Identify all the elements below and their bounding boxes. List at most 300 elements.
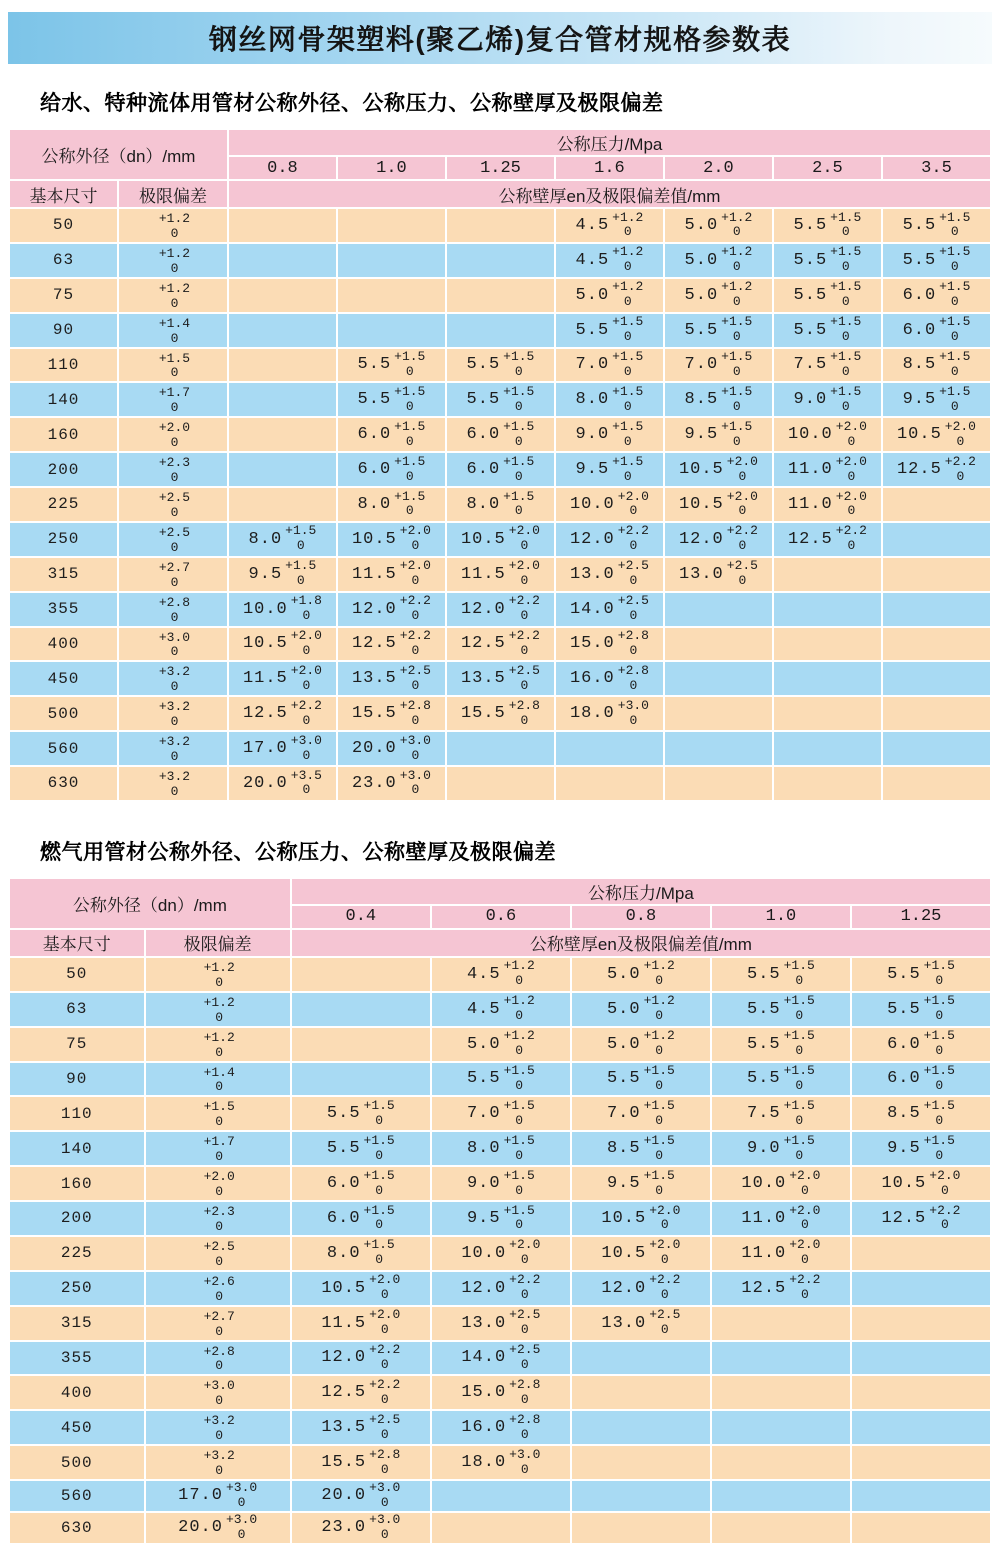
wall-thickness-cell	[228, 382, 337, 417]
tolerance-lower: 0	[215, 1184, 224, 1200]
wall-thickness-value: 5.0	[606, 964, 641, 984]
cell-content	[887, 994, 955, 1024]
cell-content	[576, 211, 644, 241]
cell-content	[881, 1204, 960, 1234]
header-row-1	[9, 878, 991, 905]
spec-row-dn-160	[9, 1166, 991, 1201]
wall-thickness-cell	[431, 1410, 571, 1445]
cell-content	[201, 1135, 235, 1165]
basic-size-header: 基本尺寸	[9, 929, 145, 957]
wall-thickness-cell	[851, 1166, 991, 1201]
wall-thickness-value: 4.5	[466, 964, 501, 984]
tolerance-lower: 0	[302, 747, 311, 763]
tolerance-stack	[509, 559, 540, 589]
tolerance-stack	[364, 1238, 395, 1268]
deviation-cell	[118, 208, 228, 243]
tolerance-lower: 0	[380, 1461, 389, 1477]
cell-content	[201, 961, 235, 991]
deviation-cell	[145, 1027, 291, 1062]
spec-row-dn-560	[9, 1480, 991, 1512]
tolerance-upper: +1.5	[503, 1167, 535, 1183]
tolerance-stack	[618, 524, 649, 554]
tolerance-lower: 0	[514, 433, 523, 449]
wall-thickness-cell	[882, 382, 991, 417]
tolerance-lower: 0	[935, 973, 944, 989]
tolerance-lower: 0	[170, 225, 179, 241]
spec-row-dn-110	[9, 348, 991, 383]
tolerance-stack	[644, 1169, 675, 1199]
tolerance-upper: +1.5	[830, 244, 862, 260]
tolerance-upper: +2.0	[726, 453, 758, 469]
tolerance-upper: +1.5	[923, 958, 955, 974]
wall-thickness-cell	[664, 243, 773, 278]
tolerance-lower: 0	[380, 1426, 389, 1442]
cell-content	[327, 1204, 395, 1234]
tolerance-stack	[929, 1204, 960, 1234]
wall-thickness-cell	[571, 1062, 711, 1097]
tolerance-upper: +2.0	[944, 418, 976, 434]
tolerance-stack	[159, 596, 190, 626]
wall-thickness-cell	[773, 452, 882, 487]
wall-thickness-value: 8.0	[466, 1139, 501, 1159]
tolerance-lower: 0	[660, 1287, 669, 1303]
cell-content	[607, 1169, 675, 1199]
wall-thickness-cell	[851, 992, 991, 1027]
wall-thickness-value: 14.0	[461, 1348, 507, 1368]
wall-thickness-cell	[664, 313, 773, 348]
tolerance-upper: +1.5	[923, 993, 955, 1009]
pressure-col-3.5: 3.5	[882, 156, 991, 180]
dn-value: 50	[9, 208, 118, 243]
deviation-cell	[145, 957, 291, 992]
tolerance-stack	[830, 280, 861, 310]
tolerance-stack	[159, 700, 190, 730]
wall-thickness-value: 12.5	[321, 1383, 367, 1403]
tolerance-lower: 0	[950, 329, 959, 345]
tolerance-lower: 0	[847, 503, 856, 519]
dn-value: 500	[9, 1445, 145, 1480]
deviation-cell	[145, 1445, 291, 1480]
tolerance-upper: +1.5	[503, 1132, 535, 1148]
tolerance-upper: +1.5	[503, 383, 535, 399]
tolerance-upper: +2.0	[617, 488, 649, 504]
wall-thickness-value: 10.0	[242, 599, 288, 619]
cell-content	[467, 350, 535, 380]
tolerance-stack	[649, 1238, 680, 1268]
cell-content	[201, 1449, 235, 1479]
wall-thickness-cell	[431, 1480, 571, 1512]
tolerance-lower: 0	[237, 1526, 246, 1542]
tolerance-upper: +2.0	[369, 1272, 401, 1288]
dn-value: 250	[9, 1271, 145, 1306]
tolerance-upper: +1.5	[363, 1237, 395, 1253]
tolerance-upper: +2.2	[290, 697, 322, 713]
tolerance-stack	[291, 769, 322, 799]
tolerance-upper: +3.0	[369, 1511, 401, 1527]
wall-thickness-value: 6.0	[326, 1208, 361, 1228]
tolerance-lower: 0	[170, 330, 179, 346]
tolerance-stack	[509, 1273, 540, 1303]
tolerance-upper: +2.0	[508, 558, 540, 574]
wall-thickness-value: 6.0	[887, 1034, 921, 1054]
tolerance-lower: 0	[795, 1147, 804, 1163]
cell-content	[156, 561, 190, 591]
wall-thickness-value: 15.0	[569, 634, 615, 654]
tolerance-stack	[503, 385, 534, 415]
tolerance-upper: +1.5	[503, 1097, 535, 1113]
tolerance-stack	[836, 490, 867, 520]
tolerance-upper: +2.7	[158, 559, 191, 575]
wall-thickness-value: 14.0	[569, 599, 615, 619]
tolerance-lower: 0	[623, 398, 632, 414]
tolerance-stack	[504, 1064, 535, 1094]
cell-content	[794, 315, 862, 345]
deviation-cell	[118, 627, 228, 662]
tolerance-upper: +2.0	[789, 1167, 821, 1183]
wall-thickness-value: 11.5	[242, 669, 288, 689]
tolerance-upper: +1.4	[203, 1064, 235, 1080]
tolerance-lower: 0	[170, 260, 179, 276]
cell-content	[461, 629, 540, 659]
wall-thickness-cell	[291, 957, 431, 992]
tolerance-lower: 0	[623, 294, 632, 310]
wall-thickness-cell	[711, 992, 851, 1027]
wall-thickness-value: 5.5	[326, 1104, 361, 1124]
wall-thickness-cell	[773, 487, 882, 522]
dn-value: 400	[9, 627, 118, 662]
wall-thickness-cell	[773, 661, 882, 696]
wall-thickness-cell	[291, 1166, 431, 1201]
wall-thickness-cell	[773, 208, 882, 243]
wall-thickness-cell	[555, 766, 664, 801]
tolerance-lower: 0	[515, 1112, 524, 1128]
deviation-cell	[118, 696, 228, 731]
wall-thickness-value: 8.0	[466, 494, 501, 514]
spec-row-dn-140	[9, 1131, 991, 1166]
wall-thickness-cell	[337, 487, 446, 522]
cell-content	[156, 700, 190, 730]
tolerance-lower: 0	[375, 1182, 384, 1198]
dn-value: 90	[9, 1062, 145, 1097]
tolerance-stack	[364, 1099, 395, 1129]
cell-content	[461, 1378, 540, 1408]
tolerance-upper: +2.3	[158, 455, 191, 471]
wall-thickness-cell	[431, 1096, 571, 1131]
wall-thickness-cell	[446, 487, 555, 522]
wall-thickness-cell	[882, 278, 991, 313]
tolerance-upper: +1.5	[503, 453, 535, 469]
tolerance-lower: 0	[302, 642, 311, 658]
tolerance-upper: +2.2	[369, 1376, 401, 1392]
wall-thickness-cell	[882, 417, 991, 452]
cell-content	[352, 524, 431, 554]
wall-thickness-value: 5.5	[466, 355, 501, 375]
tolerance-upper: +1.2	[612, 244, 644, 260]
cell-content	[358, 490, 426, 520]
wall-thickness-cell	[711, 1096, 851, 1131]
wall-thickness-cell	[882, 348, 991, 383]
wall-thickness-value: 11.5	[351, 564, 397, 584]
tolerance-upper: +1.5	[612, 349, 644, 364]
tolerance-upper: +2.3	[203, 1204, 235, 1219]
cell-content	[570, 594, 649, 624]
tolerance-upper: +2.0	[835, 418, 867, 434]
tolerance-lower: 0	[520, 1322, 529, 1338]
wall-thickness-value: 5.0	[606, 1034, 641, 1054]
cell-content	[607, 1064, 675, 1094]
tolerance-upper: +1.5	[503, 349, 535, 364]
wall-thickness-cell	[882, 731, 991, 766]
tolerance-lower: 0	[732, 224, 741, 240]
wall-thickness-value: 12.5	[460, 634, 506, 654]
tolerance-upper: +2.0	[929, 1167, 961, 1183]
tolerance-lower: 0	[215, 1428, 224, 1444]
wall-thickness-value: 9.5	[684, 425, 719, 445]
tolerance-upper: +1.5	[643, 1063, 675, 1078]
wall-thickness-cell	[446, 417, 555, 452]
tolerance-lower: 0	[302, 608, 311, 624]
cell-content	[741, 1204, 820, 1234]
wall-thickness-value: 10.5	[678, 494, 724, 514]
tolerance-lower: 0	[514, 468, 523, 484]
tolerance-stack	[504, 1204, 535, 1234]
wall-thickness-cell	[882, 627, 991, 662]
tolerance-stack	[649, 1204, 680, 1234]
tolerance-stack	[836, 524, 867, 554]
cell-content	[461, 1238, 540, 1268]
tolerance-upper: +2.0	[726, 488, 758, 504]
wall-thickness-cell	[446, 313, 555, 348]
dn-header: 公称外径（dn）/mm	[9, 878, 291, 929]
wall-thickness-value: 20.0	[178, 1518, 223, 1538]
tolerance-stack	[612, 385, 643, 415]
tolerance-stack	[939, 385, 970, 415]
wall-thickness-cell	[228, 557, 337, 592]
tolerance-upper: +2.7	[203, 1308, 235, 1324]
wall-thickness-value: 12.5	[351, 634, 397, 654]
tolerance-lower: 0	[302, 782, 311, 798]
cell-content	[156, 735, 190, 765]
wall-thickness-cell	[571, 992, 711, 1027]
cell-content	[903, 211, 971, 241]
tolerance-stack	[159, 456, 190, 486]
wall-thickness-cell	[882, 313, 991, 348]
tolerance-lower: 0	[170, 504, 179, 520]
tolerance-lower: 0	[170, 609, 179, 625]
tolerance-upper: +2.6	[203, 1273, 235, 1289]
tolerance-stack	[649, 1308, 680, 1338]
tolerance-lower: 0	[520, 1356, 529, 1372]
cell-content	[156, 352, 190, 382]
wall-thickness-value: 20.0	[351, 739, 397, 759]
wall-thickness-value: 5.5	[793, 285, 828, 305]
tolerance-stack	[939, 315, 970, 345]
tolerance-lower: 0	[170, 783, 179, 799]
wall-thickness-value: 11.0	[741, 1208, 787, 1228]
deviation-cell	[145, 1096, 291, 1131]
pressure-col-0.4: 0.4	[291, 905, 431, 929]
dn-value: 450	[9, 661, 118, 696]
tolerance-upper: +3.0	[203, 1378, 235, 1394]
wall-thickness-cell	[431, 1375, 571, 1410]
cell-content	[352, 769, 431, 799]
tolerance-upper: +1.5	[612, 418, 644, 434]
cell-content	[201, 996, 235, 1026]
tolerance-stack	[509, 594, 540, 624]
tolerance-lower: 0	[950, 224, 959, 240]
cell-content	[747, 1134, 815, 1164]
cell-content	[461, 524, 540, 554]
gas-table-body	[9, 957, 991, 1544]
cell-content	[156, 491, 190, 521]
tolerance-lower: 0	[515, 1182, 524, 1198]
tolerance-stack	[394, 350, 425, 380]
spec-row-dn-250	[9, 1271, 991, 1306]
cell-content	[327, 1238, 395, 1268]
cell-content	[201, 1414, 235, 1444]
wall-thickness-value: 6.0	[357, 425, 392, 445]
tolerance-upper: +1.5	[721, 349, 753, 364]
cell-content	[685, 280, 753, 310]
tolerance-stack	[159, 561, 190, 591]
wall-thickness-cell	[337, 382, 446, 417]
tolerance-stack	[204, 1170, 235, 1200]
wall-thickness-cell	[431, 1271, 571, 1306]
tolerance-upper: +2.0	[158, 420, 191, 436]
tolerance-stack	[400, 594, 431, 624]
tolerance-lower: 0	[520, 1461, 529, 1477]
wall-thickness-value: 5.5	[357, 390, 392, 410]
tolerance-lower: 0	[520, 1287, 529, 1303]
tolerance-upper: +1.5	[612, 314, 644, 330]
tolerance-upper: +2.5	[369, 1411, 401, 1427]
tolerance-stack	[644, 994, 675, 1024]
wall-thickness-value: 6.0	[357, 460, 392, 480]
spec-row-dn-355	[9, 1341, 991, 1376]
tolerance-lower: 0	[935, 1043, 944, 1059]
cell-content	[679, 455, 758, 485]
tolerance-upper: +2.5	[509, 1342, 541, 1357]
tolerance-lower: 0	[170, 470, 179, 486]
spec-row-dn-75	[9, 1027, 991, 1062]
tolerance-stack	[721, 315, 752, 345]
dn-value: 140	[9, 1131, 145, 1166]
cell-content	[156, 456, 190, 486]
cell-content	[897, 420, 976, 450]
cell-content	[607, 1029, 675, 1059]
spec-row-dn-75	[9, 278, 991, 313]
wall-thickness-value: 10.0	[741, 1174, 787, 1194]
tolerance-upper: +3.0	[290, 732, 322, 748]
tolerance-stack	[644, 1029, 675, 1059]
deviation-cell	[118, 661, 228, 696]
cell-content	[679, 490, 758, 520]
wall-thickness-value: 9.0	[466, 1174, 501, 1194]
tolerance-stack	[721, 420, 752, 450]
wall-thickness-value: 8.0	[575, 390, 610, 410]
dn-value: 630	[9, 1512, 145, 1544]
wall-thickness-cell	[228, 348, 337, 383]
dn-value: 315	[9, 1306, 145, 1341]
dn-value: 355	[9, 592, 118, 627]
tolerance-upper: +1.5	[939, 314, 971, 330]
tolerance-stack	[504, 1099, 535, 1129]
wall-thickness-value: 18.0	[569, 704, 615, 724]
wall-thickness-value: 7.0	[684, 355, 719, 375]
tolerance-upper: +2.5	[203, 1238, 235, 1254]
tolerance-lower: 0	[660, 1252, 669, 1268]
tolerance-stack	[159, 665, 190, 695]
deviation-cell	[145, 1271, 291, 1306]
tolerance-lower: 0	[841, 329, 850, 345]
cell-content	[327, 1169, 395, 1199]
cell-content	[685, 315, 753, 345]
wall-thickness-value: 5.5	[575, 320, 610, 340]
tolerance-lower: 0	[847, 538, 856, 554]
tolerance-lower: 0	[375, 1252, 384, 1268]
wall-thickness-cell	[555, 417, 664, 452]
wall-thickness-value: 5.5	[793, 250, 828, 270]
wall-thickness-value: 13.5	[460, 669, 506, 689]
tolerance-stack	[945, 420, 976, 450]
tolerance-stack	[369, 1513, 400, 1543]
tolerance-upper: +1.2	[203, 1029, 235, 1045]
wall-thickness-cell	[773, 348, 882, 383]
tolerance-upper: +3.2	[158, 734, 191, 750]
wall-thickness-value: 20.0	[321, 1486, 367, 1506]
wall-thickness-cell	[291, 1131, 431, 1166]
tolerance-stack	[369, 1413, 400, 1443]
wall-thickness-cell	[664, 417, 773, 452]
wall-thickness-cell	[851, 1480, 991, 1512]
cell-content	[156, 770, 190, 800]
deviation-cell	[118, 452, 228, 487]
tolerance-lower: 0	[738, 503, 747, 519]
wall-thickness-value: 10.5	[881, 1174, 927, 1194]
tolerance-upper: +1.5	[612, 453, 644, 469]
tolerance-lower: 0	[732, 433, 741, 449]
cell-content	[881, 1169, 960, 1199]
tolerance-lower: 0	[215, 1009, 224, 1025]
water-table-body	[9, 208, 991, 801]
wall-thickness-cell	[431, 1201, 571, 1236]
tolerance-upper: +1.2	[721, 244, 753, 260]
tolerance-upper: +3.0	[399, 767, 431, 783]
wall-thickness-value: 5.5	[887, 964, 921, 984]
wall-thickness-cell	[571, 1271, 711, 1306]
wall-thickness-value: 5.5	[793, 320, 828, 340]
tolerance-lower: 0	[411, 782, 420, 798]
cell-content	[607, 994, 675, 1024]
spec-row-dn-90	[9, 313, 991, 348]
tolerance-lower: 0	[841, 259, 850, 275]
dn-value: 160	[9, 417, 118, 452]
deviation-cell	[145, 1480, 291, 1512]
tolerance-lower: 0	[655, 1008, 664, 1024]
tolerance-lower: 0	[520, 608, 529, 624]
cell-content	[201, 1066, 235, 1096]
tolerance-stack	[939, 211, 970, 241]
wall-thickness-cell	[664, 766, 773, 801]
wall-thickness-cell	[711, 1166, 851, 1201]
cell-content	[321, 1343, 400, 1373]
tolerance-lower: 0	[215, 1393, 224, 1409]
wall-thickness-cell	[555, 208, 664, 243]
wall-thickness-value: 10.5	[896, 425, 942, 445]
dn-value: 200	[9, 1201, 145, 1236]
cell-content	[903, 315, 971, 345]
deviation-cell	[118, 417, 228, 452]
